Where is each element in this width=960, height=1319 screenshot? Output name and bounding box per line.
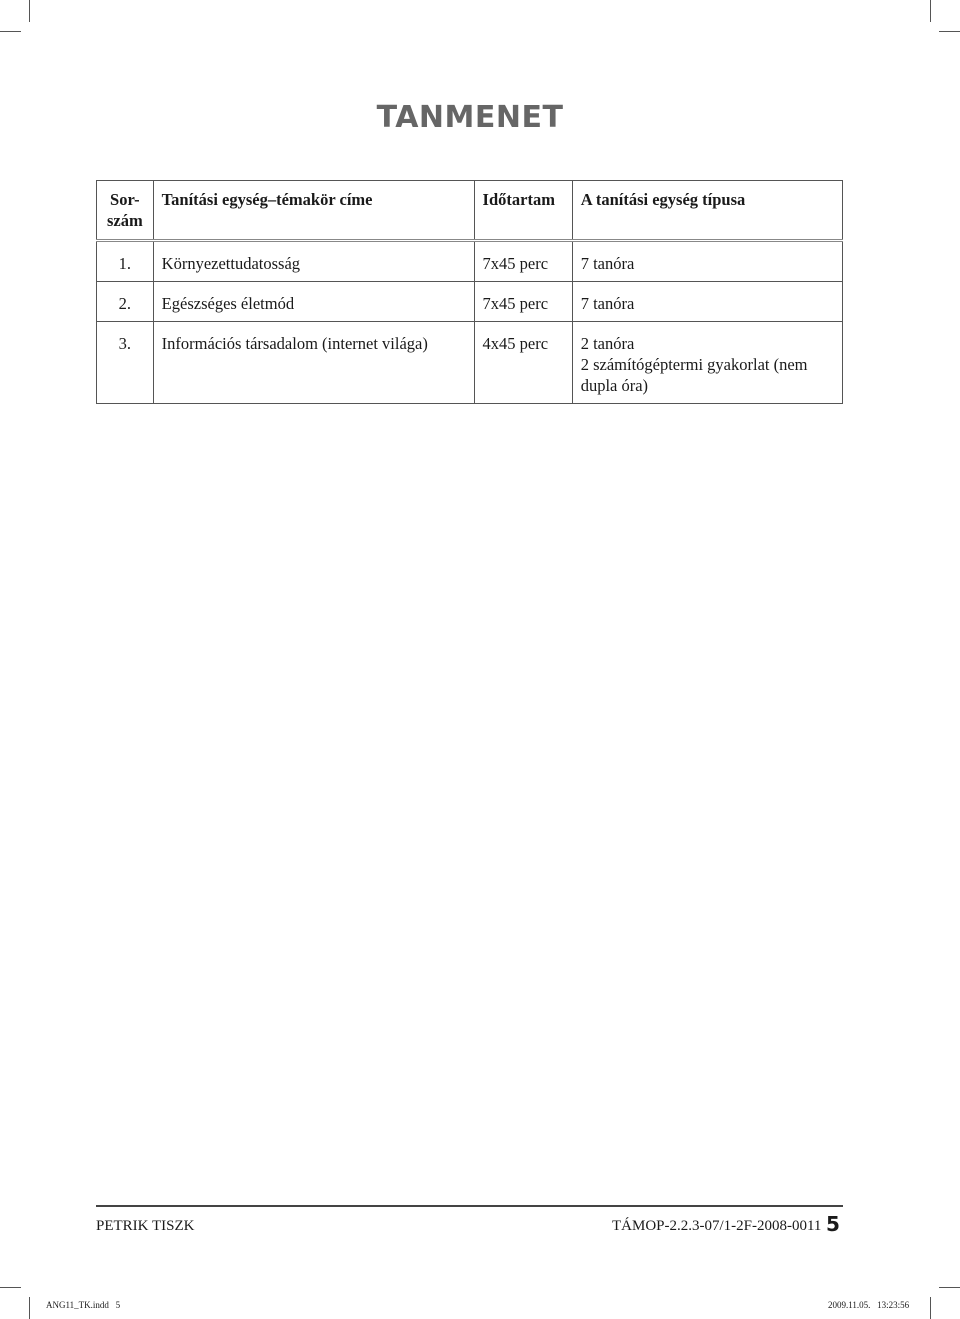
crop-mark-top-left-horizontal <box>0 31 21 32</box>
row-duration: 7x45 perc <box>474 241 572 282</box>
crop-mark-bottom-left-vertical <box>29 1297 30 1319</box>
page-title: TANMENET <box>376 100 564 135</box>
row-type-line: 7 tanóra <box>580 254 635 273</box>
row-type-line: 2 tanóra <box>580 334 635 353</box>
header-topic: Tanítási egység–témakör címe <box>153 181 474 241</box>
row-type <box>572 322 842 404</box>
table-row <box>97 322 843 404</box>
footer-rule <box>96 1205 843 1207</box>
slug-filename: ANG11_TK.indd 5 <box>46 1300 121 1310</box>
page-number: 5 <box>826 1212 840 1236</box>
row-duration: 4x45 perc <box>474 322 572 404</box>
header-number <box>97 181 154 241</box>
row-topic: Információs társadalom (internet világa) <box>153 322 474 404</box>
crop-mark-top-right-vertical <box>930 0 931 22</box>
header-type: A tanítási egység típusa <box>572 181 842 241</box>
header-duration: Időtartam <box>474 181 572 241</box>
header-number-label: Sor- szám <box>106 190 143 230</box>
crop-mark-top-left-vertical <box>29 0 30 22</box>
row-type-line: 7 tanóra <box>580 294 635 313</box>
footer-project-code: TÁMOP-2.2.3-07/1-2F-2008-0011 <box>612 1218 822 1234</box>
crop-mark-bottom-right-vertical <box>930 1297 931 1319</box>
table-row <box>97 241 843 282</box>
row-type <box>572 241 842 282</box>
row-topic: Környezettudatosság <box>153 241 474 282</box>
row-topic: Egészséges életmód <box>153 282 474 322</box>
footer-organization: PETRIK TISZK <box>96 1218 195 1234</box>
crop-mark-top-right-horizontal <box>939 31 960 32</box>
slug-datetime: 2009.11.05. 13:23:56 <box>828 1300 910 1310</box>
table-header-row <box>97 181 843 241</box>
row-number: 2. <box>97 282 154 322</box>
row-number: 3. <box>97 322 154 404</box>
row-number: 1. <box>97 241 154 282</box>
row-type <box>572 282 842 322</box>
crop-mark-bottom-right-horizontal <box>939 1287 960 1288</box>
table-row <box>97 282 843 322</box>
curriculum-table <box>96 180 843 404</box>
row-duration: 7x45 perc <box>474 282 572 322</box>
crop-mark-bottom-left-horizontal <box>0 1287 21 1288</box>
row-type-line: 2 számítógéptermi gyakorlat (nem dupla óra) <box>580 355 808 395</box>
